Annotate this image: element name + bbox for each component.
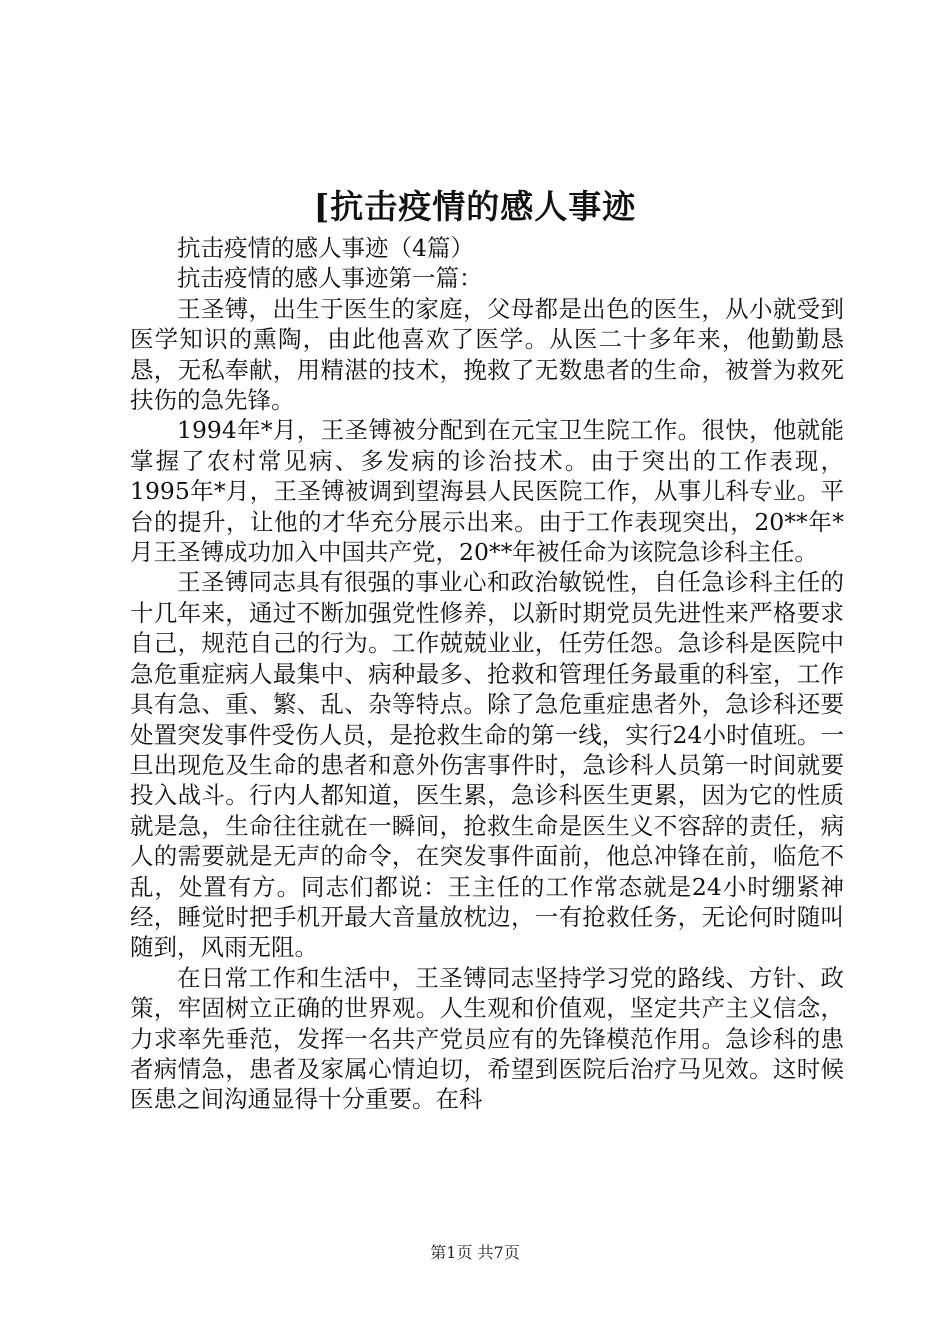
section-heading: 抗击疫情的感人事迹第一篇：	[177, 264, 483, 293]
document-title: [抗击疫情的感人事迹	[313, 187, 637, 226]
paragraph: 王圣镈，出生于医生的家庭，父母都是出色的医生，从小就受到医学知识的熏陶，由此他喜欢了医学。从医二十多年来，他勤勤恳恳，无私奉献，用精湛的技术，挽救了无数患者的生命，被誉为救死扶伤的急先锋。	[130, 294, 844, 415]
paragraph: 1994年*月，王圣镈被分配到在元宝卫生院工作。很快，他就能掌握了农村常见病、多发病的诊治技术。由于突出的工作表现，1995年*月，王圣镈被调到望海县人民医院工作，从事儿科专业。平台的提升，让他的才华充分展示出来。由于工作表现突出，20**年*月王圣镈成功加入中国共产党，20**年被任命为该院急诊科主任。	[130, 416, 844, 567]
page-number-footer: 第1页 共7页	[430, 1243, 520, 1262]
paragraph: 在日常工作和生活中，王圣镈同志坚持学习党的路线、方针、政策，牢固树立正确的世界观。人生观和价值观，坚定共产主义信念，力求率先垂范，发挥一名共产党员应有的先锋模范作用。急诊科的患者病情急，患者及家属心情迫切，希望到医院后治疗马见效。这时候医患之间沟通显得十分重要。在科	[130, 963, 844, 1114]
document-body	[130, 233, 844, 1115]
subtitle-line: 抗击疫情的感人事迹（4篇）	[177, 234, 474, 262]
paragraph: 王圣镈同志具有很强的事业心和政治敏锐性，自任急诊科主任的十几年来，通过不断加强党性修养，以新时期党员先进性来严格要求自己，规范自己的行为。工作兢兢业业，任劳任怨。急诊科是医院中急危重症病人最集中、病种最多、抢救和管理任务最重的科室，工作具有急、重、繁、乱、杂等特点。除了急危重症患者外，急诊科还要处置突发事件受伤人员，是抢救生命的第一线，实行24小时值班。一旦出现危及生命的患者和意外伤害事件时，急诊科人员第一时间就要投入战斗。行内人都知道，医生累，急诊科医生更累，因为它的性质就是急，生命往往就在一瞬间，抢救生命是医生义不容辞的责任，病人的需要就是无声的命令，在突发事件面前，他总冲锋在前，临危不乱，处置有方。同志们都说：王主任的工作常态就是24小时绷紧神经，睡觉时把手机开最大音量放枕边，一有抢救任务，无论何时随叫随到，风雨无阻。	[130, 568, 844, 962]
